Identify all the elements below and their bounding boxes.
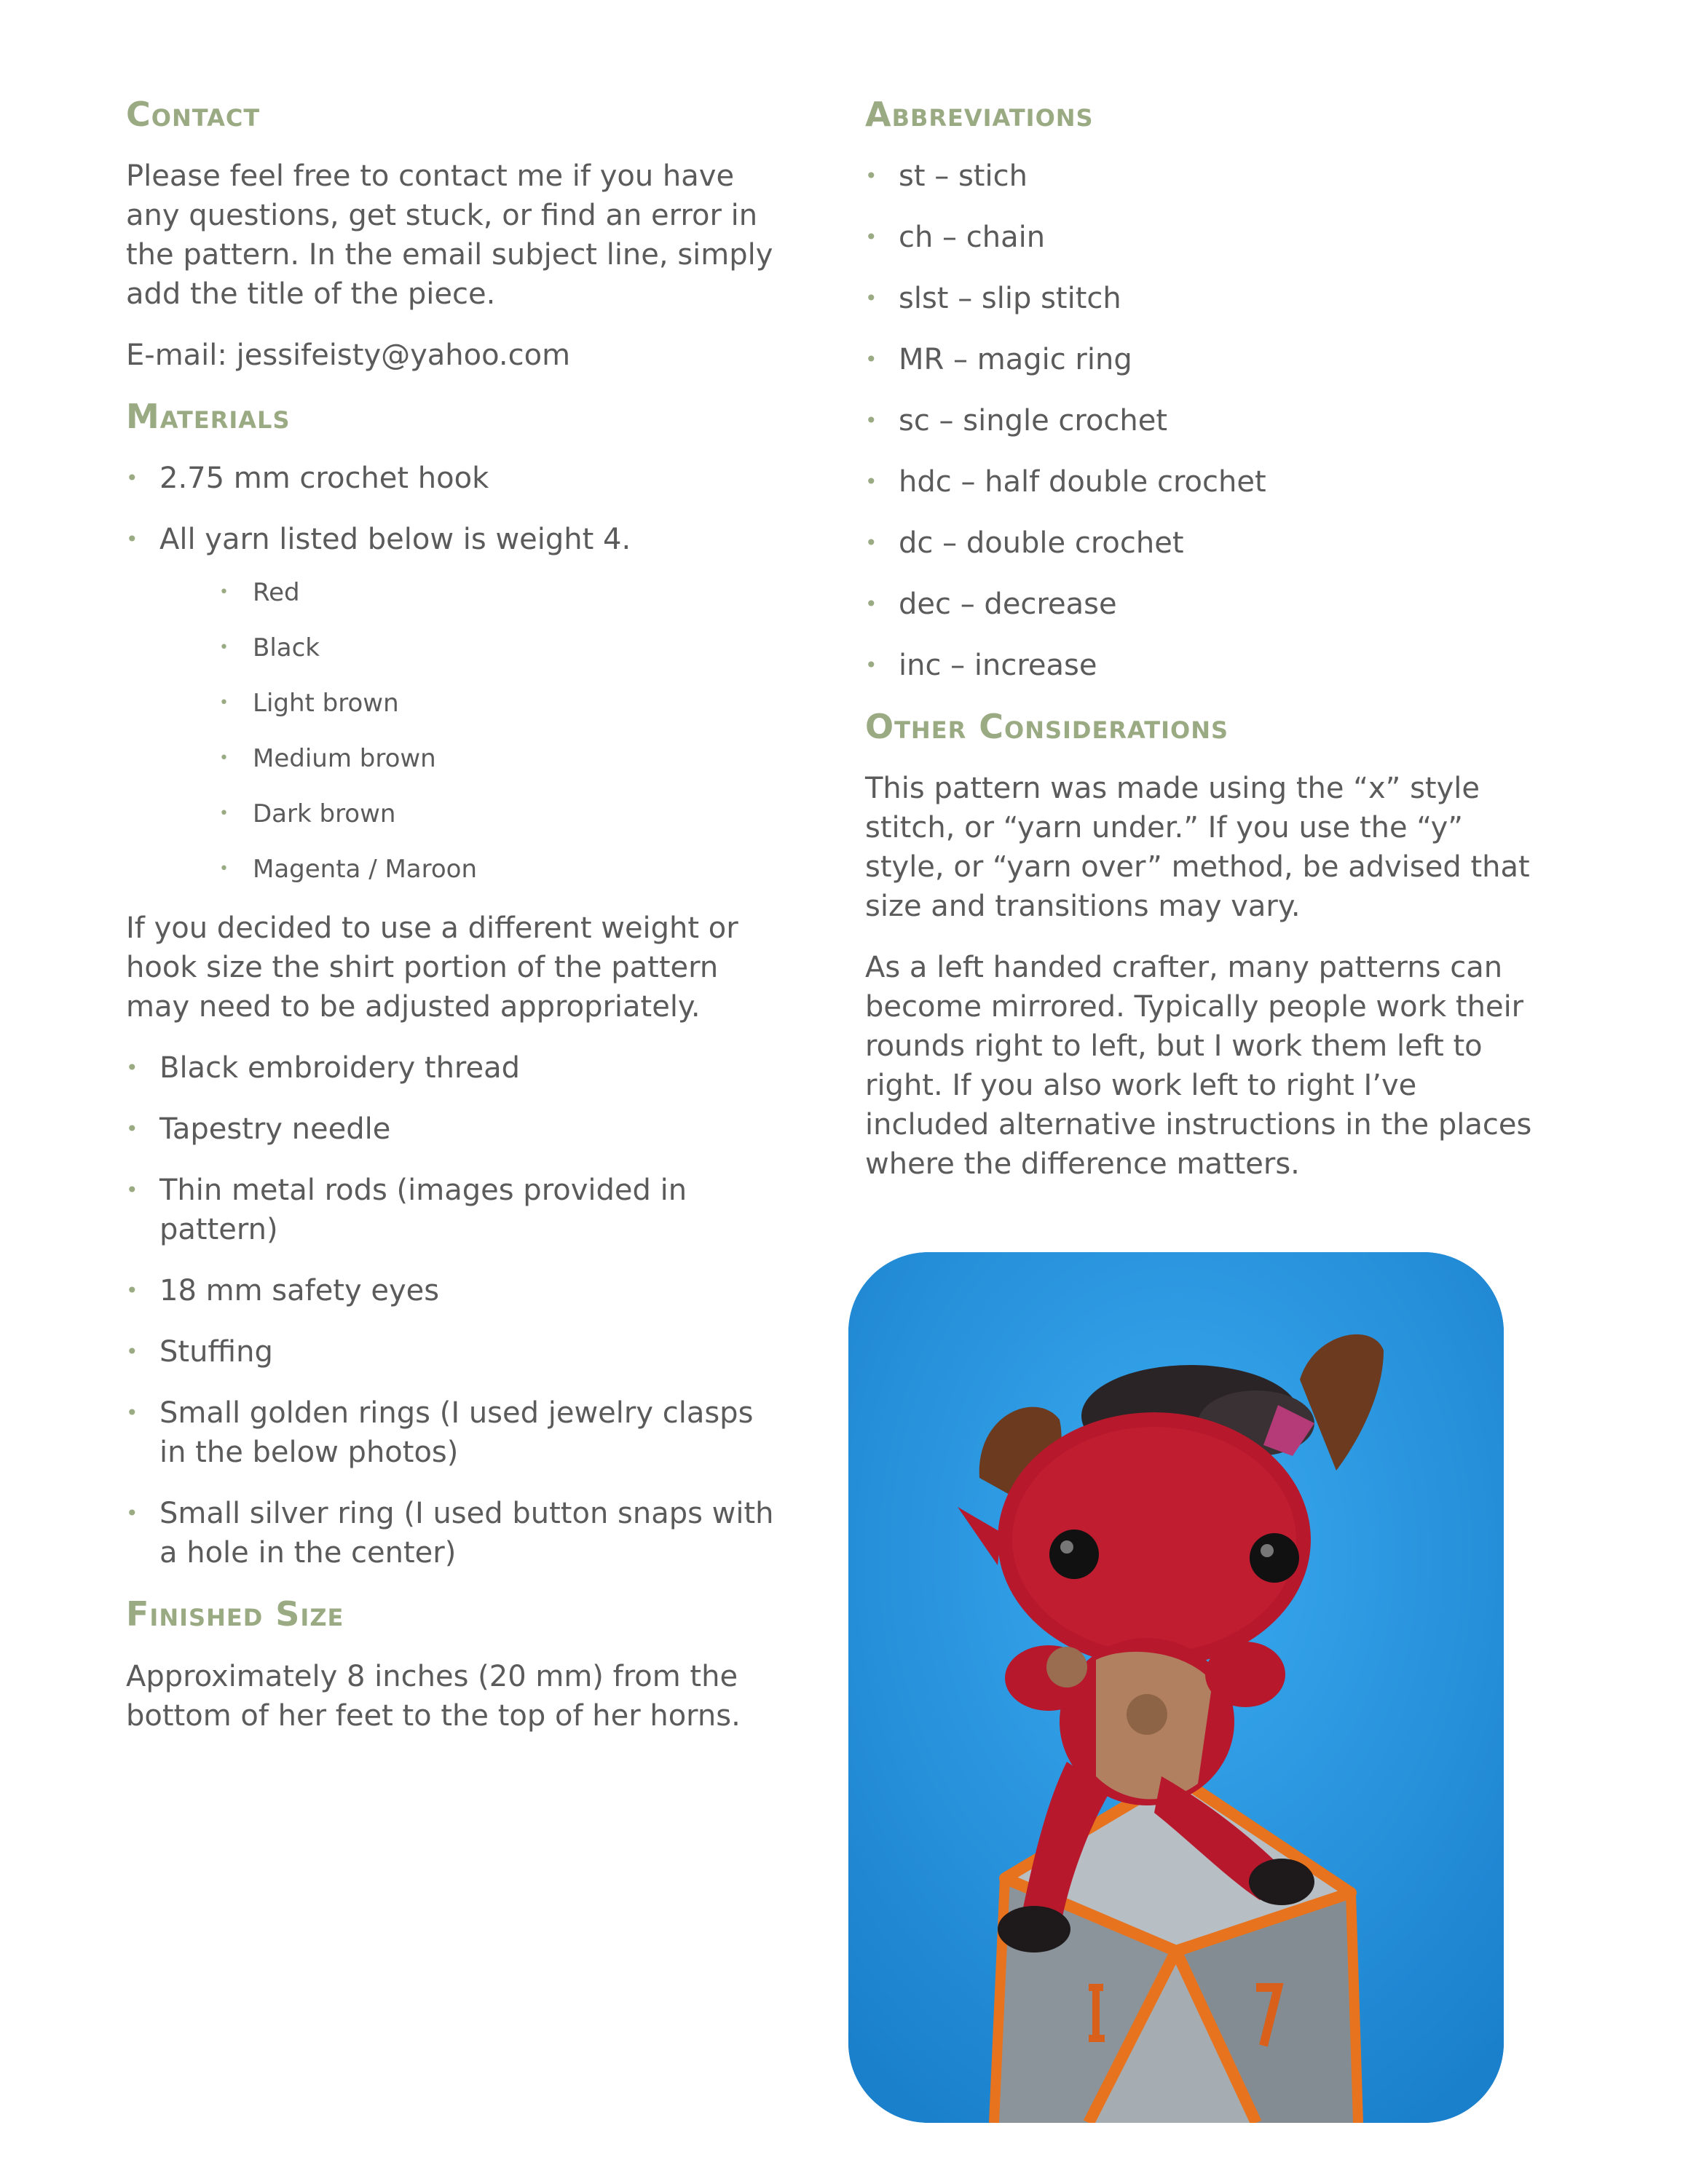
contact-body: Please feel free to contact me if you have any questions, get stuck, or find an error in the pattern. In the email subject line, simply add the title of the piece.	[126, 159, 773, 312]
materials-item: • 2.75 mm crochet hook	[126, 459, 781, 498]
abbreviation-item: • ch – chain	[865, 218, 1535, 257]
materials-item: • Tapestry needle	[126, 1109, 781, 1149]
left-column	[126, 95, 781, 1757]
yarn-color-item: • Magenta / Maroon	[219, 853, 781, 885]
contact-email: E-mail: jessifeisty@yahoo.com	[126, 339, 571, 373]
contact-heading: Contact	[126, 95, 261, 134]
materials-heading: Materials	[126, 397, 291, 437]
other-considerations-heading: Other Considerations	[865, 707, 1229, 747]
abbreviation-item: • st – stich	[865, 157, 1535, 196]
yarn-color-item: • Dark brown	[219, 798, 781, 830]
materials-item: • 18 mm safety eyes	[126, 1271, 781, 1310]
abbreviations-list	[865, 157, 1535, 685]
yarn-color-item: • Black	[219, 632, 781, 664]
abbreviations-heading: Abbreviations	[865, 95, 1094, 134]
abbreviation-item: • dec – decrease	[865, 585, 1535, 624]
finished-size-body: Approximately 8 inches (20 mm) from the bottom of her feet to the top of her horns.	[126, 1659, 741, 1733]
yarn-color-item: • Red	[219, 577, 781, 609]
materials-item: • Black embroidery thread	[126, 1048, 781, 1088]
abbreviation-item: • dc – double crochet	[865, 523, 1535, 563]
materials-item: • Small silver ring (I used button snaps with a hole in the center)	[126, 1494, 781, 1572]
yarn-color-item: • Medium brown	[219, 743, 781, 775]
materials-item: • Stuffing	[126, 1332, 781, 1372]
abbreviation-item: • hdc – half double crochet	[865, 462, 1535, 502]
yarn-color-item: • Light brown	[219, 687, 781, 719]
other-considerations-para: This pattern was made using the “x” style stitch, or “yarn under.” If you use the “y” style, or “yarn over” method, be advised that size and transitions may vary.	[865, 772, 1530, 924]
materials-list-bottom	[126, 1048, 781, 1572]
abbreviation-item: • sc – single crochet	[865, 401, 1535, 440]
abbreviation-item: • inc – increase	[865, 646, 1535, 685]
amigurumi-photo	[848, 1252, 1504, 2123]
materials-item: • All yarn listed below is weight 4.	[126, 520, 781, 559]
other-considerations-para: As a left handed crafter, many patterns can become mirrored. Typically people work their rounds right to left, but I work them left to right. If you also work left to right I’ve included alternative instructions in the places where the difference matters.	[865, 951, 1532, 1182]
right-column	[865, 95, 1535, 1206]
materials-item: • Small golden rings (I used jewelry clasps in the below photos)	[126, 1393, 781, 1472]
abbreviation-item: • slst – slip stitch	[865, 279, 1535, 318]
finished-size-heading: Finished Size	[126, 1594, 344, 1634]
amigurumi-illustration	[848, 1252, 1504, 2123]
materials-item: • Thin metal rods (images provided in pattern)	[126, 1171, 781, 1249]
materials-list-top	[126, 459, 781, 559]
materials-note: If you decided to use a different weight or hook size the shirt portion of the pattern may need to be adjusted appropriately.	[126, 911, 738, 1024]
yarn-color-list	[126, 577, 781, 885]
abbreviation-item: • MR – magic ring	[865, 340, 1535, 379]
